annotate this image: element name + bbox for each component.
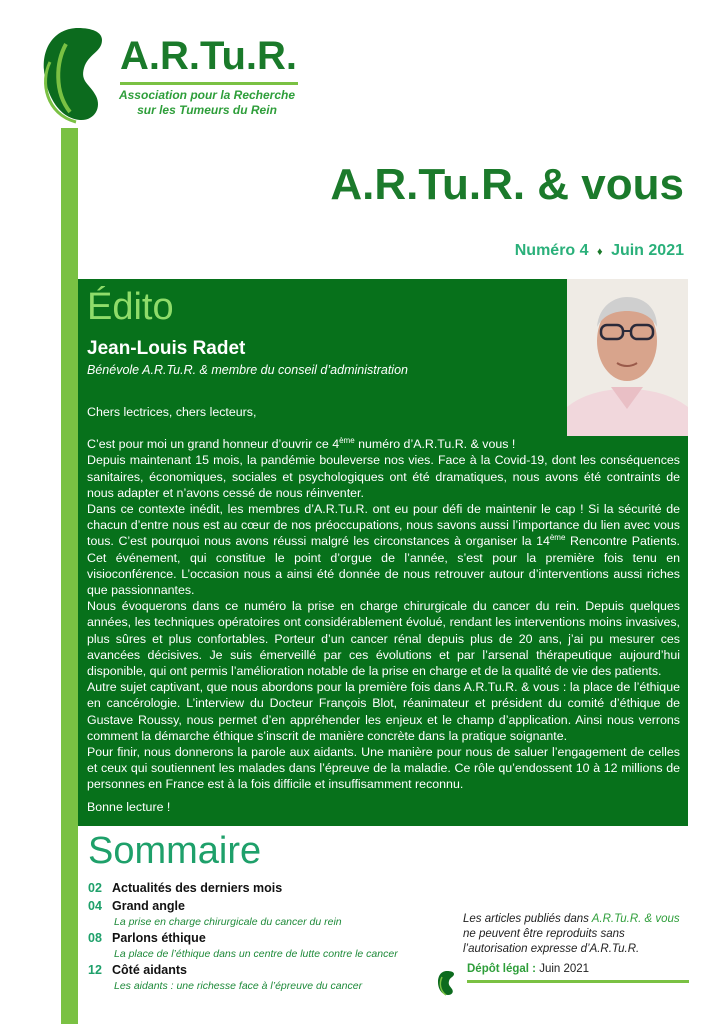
vertical-accent-bar bbox=[61, 128, 78, 1024]
sommaire-title: Sommaire bbox=[88, 830, 262, 872]
issue-date: Juin 2021 bbox=[611, 242, 684, 259]
logo-subtitle-line1: Association pour la Recherche bbox=[118, 88, 296, 102]
issue-separator: ♦ bbox=[596, 246, 603, 258]
legal-line2: ne peuvent être reproduits sans bbox=[463, 928, 625, 940]
author-role: Bénévole A.R.Tu.R. & membre du conseil d’administration bbox=[87, 363, 408, 377]
toc-page-number: 12 bbox=[88, 963, 102, 977]
small-kidney-logo-icon bbox=[436, 969, 456, 997]
toc-page-number: 04 bbox=[88, 899, 102, 913]
toc-item[interactable] bbox=[88, 961, 448, 993]
toc-item-subtitle: La place de l’éthique dans un centre de lutte contre le cancer bbox=[114, 948, 398, 960]
edito-paragraph-3 bbox=[87, 501, 680, 598]
legal-line1-start: Les articles publiés dans bbox=[463, 913, 592, 925]
logo-text: A.R.Tu.R. bbox=[120, 34, 298, 78]
edito-p1-sup: ème bbox=[339, 436, 355, 446]
depot-legal bbox=[467, 963, 589, 975]
legal-line1-highlight: A.R.Tu.R. & vous bbox=[591, 913, 680, 925]
edito-paragraph-5: Autre sujet captivant, que nous abordons pour la première fois dans A.R.Tu.R. & vous : la place de l’éthique en cancérologie. L’interview du Docteur François Blot, réanimateur et président du comité d’éthique de Gustave Roussy, nous permet d’en appréhender les enjeux et le champ d’application. Ainsi nous verrons comment la démarche éthique s’inscrit de manière concrète dans la pratique soignante. bbox=[87, 680, 680, 743]
author-name: Jean-Louis Radet bbox=[87, 338, 246, 359]
issue-title: A.R.Tu.R. & vous bbox=[330, 160, 684, 209]
edito-p3-end: Rencontre Patients. Cet événement, qui constitue le point d’orgue de l’année, s’est pour la première fois tenu en visioconférence. L’occasion nous a ainsi été donnée de nous retrouver autour d’interventions aussi riches que passionnantes. bbox=[87, 534, 680, 598]
edito-closing: Bonne lecture ! bbox=[87, 799, 171, 814]
kidney-logo-icon bbox=[36, 22, 116, 126]
issue-number: Numéro 4 bbox=[514, 242, 589, 259]
edito-p3-sup: ème bbox=[549, 533, 566, 543]
edito-paragraph-1 bbox=[87, 436, 680, 452]
legal-line3: l’autorisation expresse d’A.R.Tu.R. bbox=[463, 943, 640, 955]
toc-page-number: 02 bbox=[88, 881, 102, 895]
toc-item-title: Actualités des derniers mois bbox=[112, 881, 283, 895]
depot-date: Juin 2021 bbox=[539, 963, 590, 975]
logo-subtitle-line2: sur les Tumeurs du Rein bbox=[137, 103, 277, 117]
toc-item[interactable] bbox=[88, 929, 448, 961]
toc-item-subtitle: Les aidants : une richesse face à l’épreuve du cancer bbox=[114, 980, 363, 992]
toc-item-title: Grand angle bbox=[112, 899, 185, 913]
depot-label: Dépôt légal : bbox=[467, 963, 540, 975]
toc-item-title: Côté aidants bbox=[112, 963, 188, 977]
edito-p1-start: C’est pour moi un grand honneur d’ouvrir ce 4 bbox=[87, 437, 340, 452]
issue-meta bbox=[515, 242, 684, 260]
legal-notice bbox=[463, 912, 703, 957]
edito-paragraph-4: Nous évoquerons dans ce numéro la prise en charge chirurgicale du cancer du rein. Depuis quelques années, les techniques opératoires ont considérablement évolué, rendant les interventions moins invasives, plus sûres et plus confortables. Porteur d’un cancer rénal depuis plus de 20 ans, j’ai pu mesurer ces avancées décisives. Je suis émerveillé par ces évolutions et par l’arsenal thérapeutique aujourd’hui disponible, qui ont permis l’amélioration notable de la prise en charge et de la qualité de vie des patients. bbox=[87, 599, 680, 679]
table-of-contents bbox=[88, 879, 448, 993]
toc-item[interactable] bbox=[88, 879, 448, 897]
toc-item[interactable] bbox=[88, 897, 448, 929]
edito-greeting: Chers lectrices, chers lecteurs, bbox=[87, 405, 257, 419]
edito-p1-end: numéro d’A.R.Tu.R. & vous ! bbox=[354, 437, 516, 452]
toc-page-number: 08 bbox=[88, 931, 102, 945]
logo-underline bbox=[120, 82, 298, 85]
toc-item-title: Parlons éthique bbox=[112, 931, 206, 945]
edito-title: Édito bbox=[87, 286, 174, 328]
toc-item-subtitle: La prise en charge chirurgicale du cancer du rein bbox=[114, 916, 342, 928]
edito-body bbox=[87, 404, 680, 815]
depot-underline bbox=[467, 980, 689, 983]
edito-paragraph-6: Pour finir, nous donnerons la parole aux aidants. Une manière pour nous de saluer l’engagement de celles et ceux qui soutiennent les malades dans l’épreuve de la maladie. Ce rôle qu’endossent 10 à 12 millions de personnes en France est à la fois difficile et insuffisamment reconnu. bbox=[87, 745, 680, 792]
edito-p3-start: Dans ce contexte inédit, les membres d’A.R.Tu.R. ont eu pour défi de maintenir le cap ! Si la sécurité de chacun d’entre nous est au cœur de nos préoccupations, nous savons aussi l’importance du lien avec vous tous. C’est pourquoi nous avons réussi malgré les circonstances à organiser la 14 bbox=[87, 502, 680, 549]
logo-subtitle bbox=[112, 88, 302, 118]
edito-paragraph-2: Depuis maintenant 15 mois, la pandémie bouleverse nos vies. Face à la Covid-19, dont les conséquences sanitaires, économiques, sociales et psychologiques ont été dramatiques, nous avons été contraints de nous adapter et n’avons cessé de nous réinventer. bbox=[87, 453, 680, 500]
